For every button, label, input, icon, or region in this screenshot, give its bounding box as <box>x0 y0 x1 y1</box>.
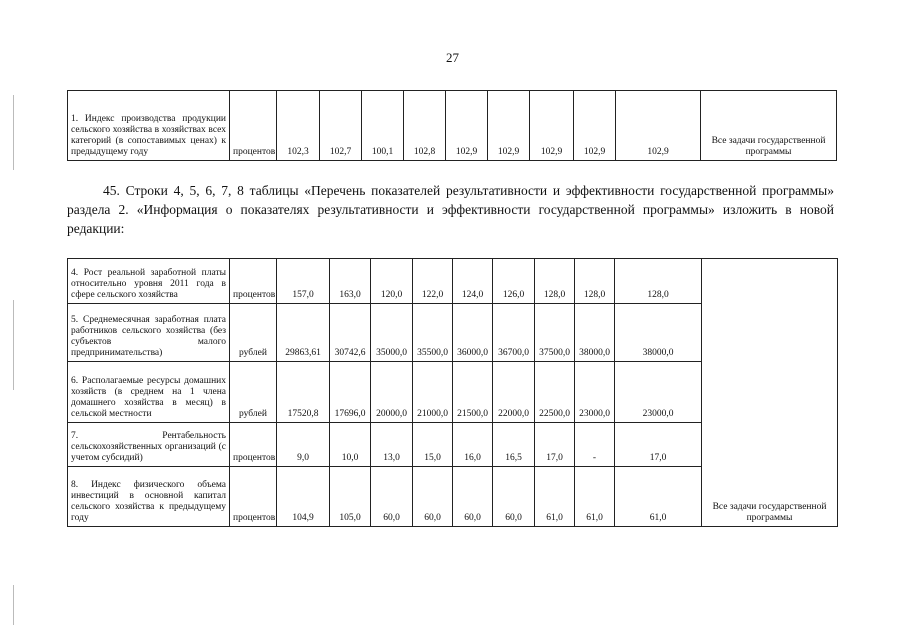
value-cell: 60,0 <box>413 467 453 527</box>
indicator-unit: рублей <box>230 304 277 362</box>
value-cell: 10,0 <box>330 423 371 467</box>
indicator-name: 4. Рост реальной заработной платы относительно уровня 2011 года в сфере сельского хозяйства <box>68 259 230 304</box>
value-cell: 122,0 <box>413 259 453 304</box>
value-cell: 17,0 <box>615 423 702 467</box>
value-cell: 9,0 <box>277 423 330 467</box>
value-cell: 102,7 <box>320 91 362 161</box>
value-cell: 23000,0 <box>575 362 615 423</box>
indicator-unit: процентов <box>230 467 277 527</box>
value-cell: 36000,0 <box>453 304 493 362</box>
value-cell: 120,0 <box>371 259 413 304</box>
value-cell: 38000,0 <box>575 304 615 362</box>
value-cell: 35000,0 <box>371 304 413 362</box>
value-cell: 16,0 <box>453 423 493 467</box>
value-cell: 21500,0 <box>453 362 493 423</box>
value-cell: 15,0 <box>413 423 453 467</box>
indicator-unit: процентов <box>230 91 277 161</box>
value-cell: 128,0 <box>575 259 615 304</box>
value-cell: - <box>575 423 615 467</box>
value-cell: 102,9 <box>530 91 574 161</box>
indicator-name: 1. Индекс производства продукции сельского хозяйства в хозяйствах всех категорий (в сопоставимых ценах) к предыдущему году <box>68 91 230 161</box>
value-cell: 61,0 <box>535 467 575 527</box>
value-cell: 126,0 <box>493 259 535 304</box>
indicator-table-rows-4-8 <box>67 258 838 527</box>
value-cell: 163,0 <box>330 259 371 304</box>
value-cell: 104,9 <box>277 467 330 527</box>
value-cell: 157,0 <box>277 259 330 304</box>
value-cell: 105,0 <box>330 467 371 527</box>
value-cell: 102,9 <box>488 91 530 161</box>
indicator-unit: рублей <box>230 362 277 423</box>
value-cell: 60,0 <box>493 467 535 527</box>
indicator-name: 7. Рентабельность сельскохозяйственных организаций (с учетом субсидий) <box>68 423 230 467</box>
value-cell: 102,9 <box>446 91 488 161</box>
value-cell: 60,0 <box>371 467 413 527</box>
scan-margin-mark <box>13 300 14 390</box>
scan-margin-mark <box>13 585 14 625</box>
indicator-name: 5. Среднемесячная заработная плата работников сельского хозяйства (без субъектов малого предпринимательства) <box>68 304 230 362</box>
indicator-table-row-1 <box>67 90 837 161</box>
value-cell: 17,0 <box>535 423 575 467</box>
value-cell: 60,0 <box>453 467 493 527</box>
amendment-paragraph: 45. Строки 4, 5, 6, 7, 8 таблицы «Перечень показателей результативности и эффективности государственной программы» раздела 2. «Информация о показателях результативности и эффективности государственной программы» изложить в новой редакции: <box>67 183 834 236</box>
value-cell: 29863,61 <box>277 304 330 362</box>
indicator-unit: процентов <box>230 423 277 467</box>
value-cell: 100,1 <box>362 91 404 161</box>
indicator-name: 8. Индекс физического объема инвестиций в основной капитал сельского хозяйства к предыдущему году <box>68 467 230 527</box>
value-cell: 102,8 <box>404 91 446 161</box>
value-cell: 22000,0 <box>493 362 535 423</box>
page-number: 27 <box>446 50 459 65</box>
table-row <box>68 259 838 304</box>
value-cell: 17696,0 <box>330 362 371 423</box>
value-cell: 102,3 <box>277 91 320 161</box>
value-cell: 36700,0 <box>493 304 535 362</box>
value-cell: 22500,0 <box>535 362 575 423</box>
value-cell: 20000,0 <box>371 362 413 423</box>
program-tasks-cell: Все задачи государственной программы <box>701 91 837 161</box>
value-cell: 35500,0 <box>413 304 453 362</box>
program-tasks-cell: Все задачи государственной программы <box>702 259 838 527</box>
indicator-name: 6. Располагаемые ресурсы домашних хозяйств (в среднем на 1 члена домашнего хозяйства в месяц) в сельской местности <box>68 362 230 423</box>
value-cell: 128,0 <box>615 259 702 304</box>
value-cell: 128,0 <box>535 259 575 304</box>
value-cell: 13,0 <box>371 423 413 467</box>
value-cell: 124,0 <box>453 259 493 304</box>
value-cell: 21000,0 <box>413 362 453 423</box>
value-cell: 102,9 <box>574 91 616 161</box>
value-cell: 102,9 <box>616 91 701 161</box>
value-cell: 38000,0 <box>615 304 702 362</box>
value-cell: 30742,6 <box>330 304 371 362</box>
indicator-unit: процентов <box>230 259 277 304</box>
scan-margin-mark <box>13 95 14 170</box>
value-cell: 23000,0 <box>615 362 702 423</box>
value-cell: 37500,0 <box>535 304 575 362</box>
value-cell: 16,5 <box>493 423 535 467</box>
table-row <box>68 91 837 161</box>
value-cell: 17520,8 <box>277 362 330 423</box>
value-cell: 61,0 <box>575 467 615 527</box>
value-cell: 61,0 <box>615 467 702 527</box>
